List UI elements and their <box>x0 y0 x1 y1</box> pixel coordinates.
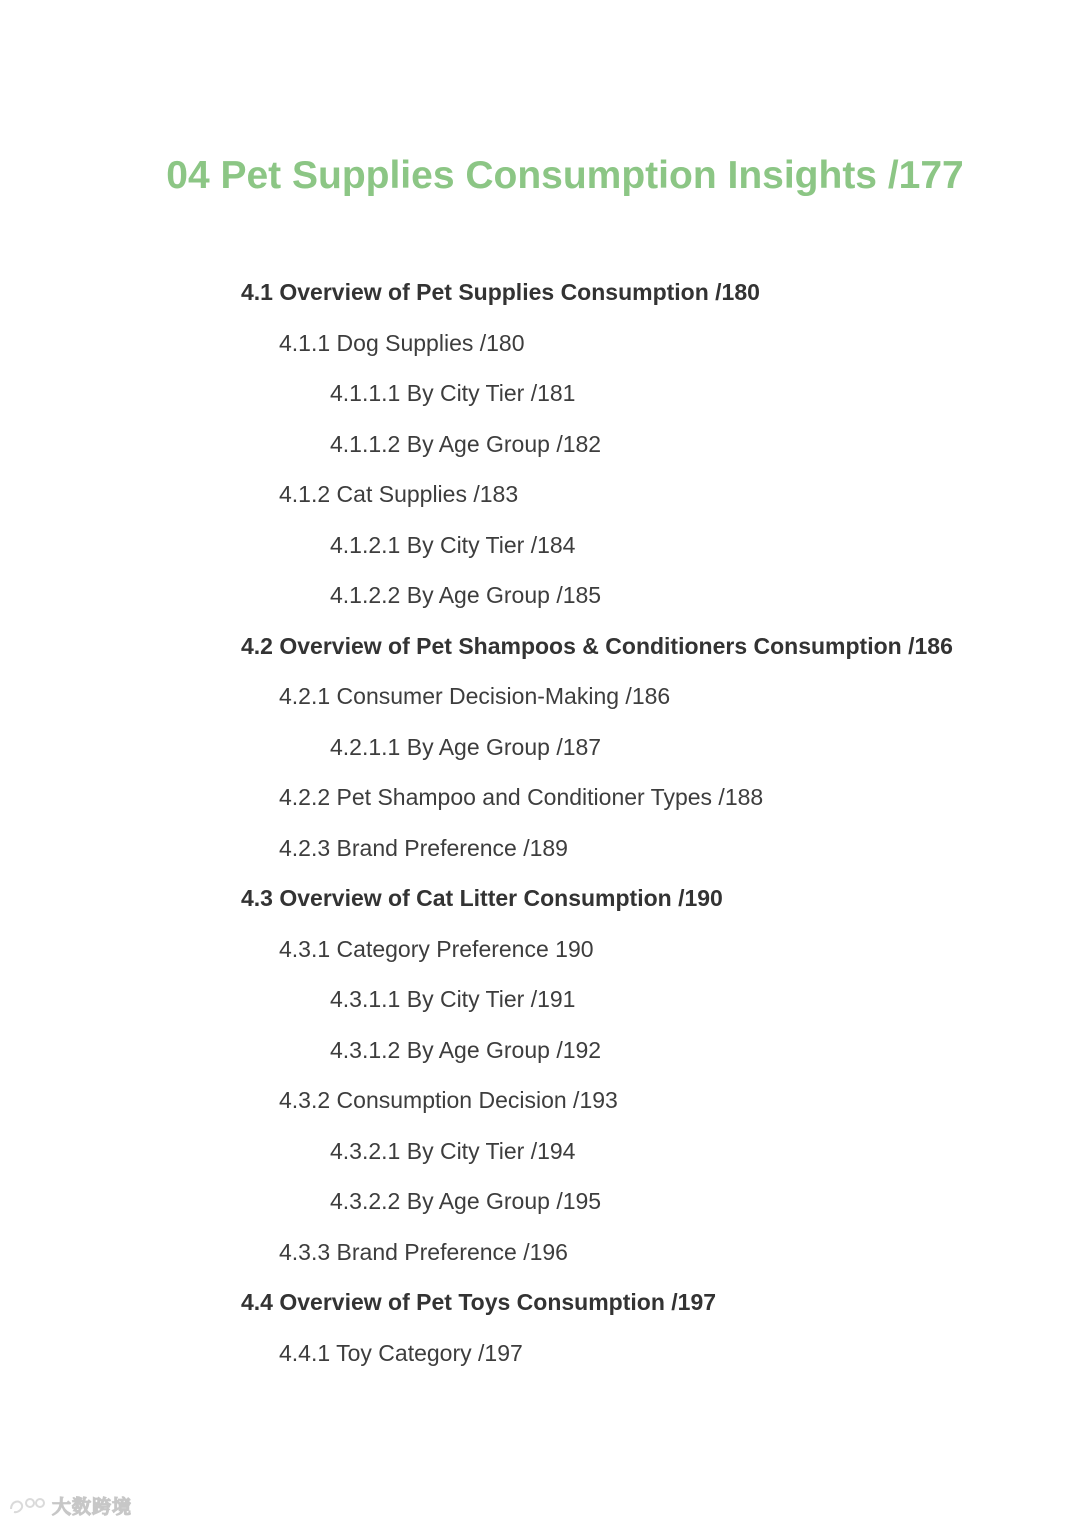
toc-entry-level-2[interactable]: 4.2.3 Brand Preference /189 <box>279 835 568 861</box>
brand-logo-icon <box>8 1495 48 1517</box>
toc-entry-level-2[interactable]: 4.4.1 Toy Category /197 <box>279 1340 523 1366</box>
toc-entry-level-1[interactable]: 4.4 Overview of Pet Toys Consumption /197 <box>241 1289 717 1315</box>
toc-entry-level-1[interactable]: 4.3 Overview of Cat Litter Consumption /190 <box>241 885 723 911</box>
toc-entry-level-3[interactable]: 4.1.2.2 By Age Group /185 <box>330 582 602 608</box>
toc-entry-level-3[interactable]: 4.3.1.2 By Age Group /192 <box>330 1037 602 1063</box>
toc-entry-level-2[interactable]: 4.1.2 Cat Supplies /183 <box>279 481 519 507</box>
toc-entry-level-3[interactable]: 4.2.1.1 By Age Group /187 <box>330 734 602 760</box>
toc-entry-level-1[interactable]: 4.1 Overview of Pet Supplies Consumption /180 <box>241 279 760 305</box>
toc-entry-level-2[interactable]: 4.3.3 Brand Preference /196 <box>279 1239 568 1265</box>
toc-entry-level-2[interactable]: 4.2.2 Pet Shampoo and Conditioner Types /188 <box>279 784 764 810</box>
toc-entry-level-3[interactable]: 4.3.2.1 By City Tier /194 <box>330 1138 576 1164</box>
toc-entry-level-2[interactable]: 4.1.1 Dog Supplies /180 <box>279 330 525 356</box>
toc-entry-level-3[interactable]: 4.3.1.1 By City Tier /191 <box>330 986 576 1012</box>
toc-entry-level-2[interactable]: 4.2.1 Consumer Decision-Making /186 <box>279 683 671 709</box>
toc-entry-level-1[interactable]: 4.2 Overview of Pet Shampoos & Conditioners Consumption /186 <box>241 633 953 659</box>
watermark-text: 大数跨境 <box>52 1496 133 1518</box>
toc-entry-level-2[interactable]: 4.3.1 Category Preference 190 <box>279 936 594 962</box>
toc-entry-level-3[interactable]: 4.1.2.1 By City Tier /184 <box>330 532 576 558</box>
toc-entry-level-3[interactable]: 4.1.1.1 By City Tier /181 <box>330 380 576 406</box>
watermark <box>8 1492 132 1519</box>
toc-entry-level-2[interactable]: 4.3.2 Consumption Decision /193 <box>279 1087 618 1113</box>
chapter-title: 04 Pet Supplies Consumption Insights /177 <box>166 154 964 197</box>
toc-entry-level-3[interactable]: 4.1.1.2 By Age Group /182 <box>330 431 602 457</box>
toc-entry-level-3[interactable]: 4.3.2.2 By Age Group /195 <box>330 1188 602 1214</box>
